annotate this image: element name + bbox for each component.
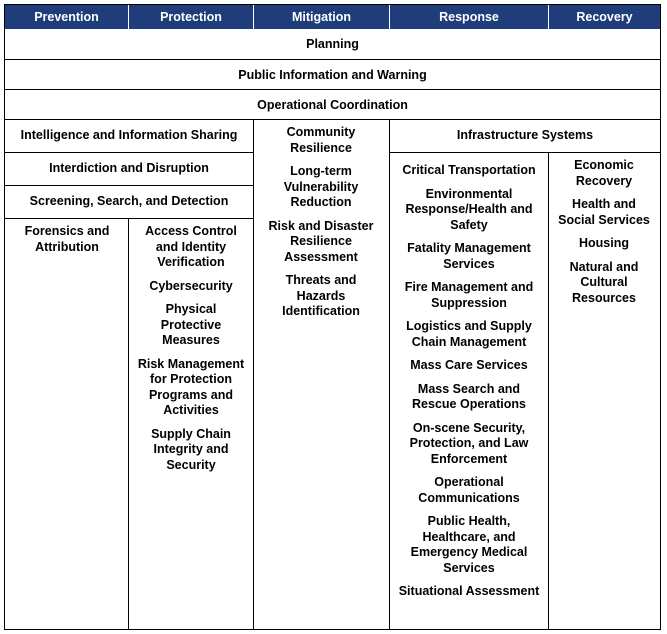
capability-item: Threats and Hazards Identification	[282, 273, 360, 318]
divider-mitigation-right	[389, 120, 390, 629]
core-capabilities-table	[4, 4, 661, 630]
capability-item: Health and Social Services	[558, 197, 650, 227]
capability-item: Supply Chain Integrity and Security	[151, 426, 231, 472]
capability-item: Situational Assessment	[398, 584, 540, 598]
capability-item: Mass Search and Rescue Operations	[412, 381, 526, 411]
capability-item: Critical Transportation	[402, 163, 536, 177]
capability-item: Operational Communications	[418, 475, 520, 505]
divider-screening-bottom	[5, 218, 253, 219]
capability-item: Risk Management for Protection Programs and Activities	[137, 356, 245, 417]
capability-item: Housing	[579, 236, 629, 250]
header-response: Response	[390, 5, 548, 29]
capability-item: Community Resilience	[286, 125, 356, 155]
capability-item: Logistics and Supply Chain Management	[406, 319, 532, 349]
capability-item: Forensics and Attribution	[24, 224, 110, 254]
header-recovery: Recovery	[549, 5, 660, 29]
capability-item: Mass Care Services	[410, 358, 528, 372]
capability-item: Fire Management and Suppression	[404, 280, 534, 310]
cell-interdiction-disruption: Interdiction and Disruption	[49, 161, 209, 176]
band-operational-coordination: Operational Coordination	[5, 90, 660, 120]
response-list	[395, 163, 543, 608]
capability-item: Fatality Management Services	[407, 241, 531, 271]
divider-mitigation-left	[253, 120, 254, 629]
cell-intelligence-sharing: Intelligence and Information Sharing	[20, 128, 238, 143]
header-protection: Protection	[129, 5, 253, 29]
band-public-information: Public Information and Warning	[5, 60, 660, 90]
capability-item: On-scene Security, Protection, and Law Enforcement	[409, 420, 529, 466]
header-prevention: Prevention	[5, 5, 128, 29]
capability-item: Risk and Disaster Resilience Assessment	[268, 218, 374, 264]
divider-recovery-left	[548, 152, 549, 629]
protection-list	[135, 224, 247, 481]
prevention-list	[11, 224, 123, 263]
cell-infrastructure-systems: Infrastructure Systems	[456, 128, 594, 143]
recovery-list	[553, 158, 655, 314]
capability-item: Physical Protective Measures	[160, 302, 222, 347]
capability-item: Economic Recovery	[574, 158, 634, 188]
capability-item: Public Health, Healthcare, and Emergency Medical Services	[410, 514, 528, 575]
capability-item: Environmental Response/Health and Safety	[405, 186, 533, 232]
divider-infrastructure-bottom	[390, 152, 660, 153]
cell-screening-search-detection: Screening, Search, and Detection	[29, 194, 229, 209]
capability-item: Access Control and Identity Verification	[145, 224, 237, 269]
band-planning: Planning	[5, 29, 660, 60]
header-mitigation: Mitigation	[254, 5, 389, 29]
mitigation-list	[261, 125, 381, 328]
capability-item: Long-term Vulnerability Reduction	[283, 164, 359, 209]
capability-item: Cybersecurity	[149, 278, 233, 293]
capability-item: Natural and Cultural Resources	[569, 259, 639, 305]
divider-prevention-right	[128, 218, 129, 629]
